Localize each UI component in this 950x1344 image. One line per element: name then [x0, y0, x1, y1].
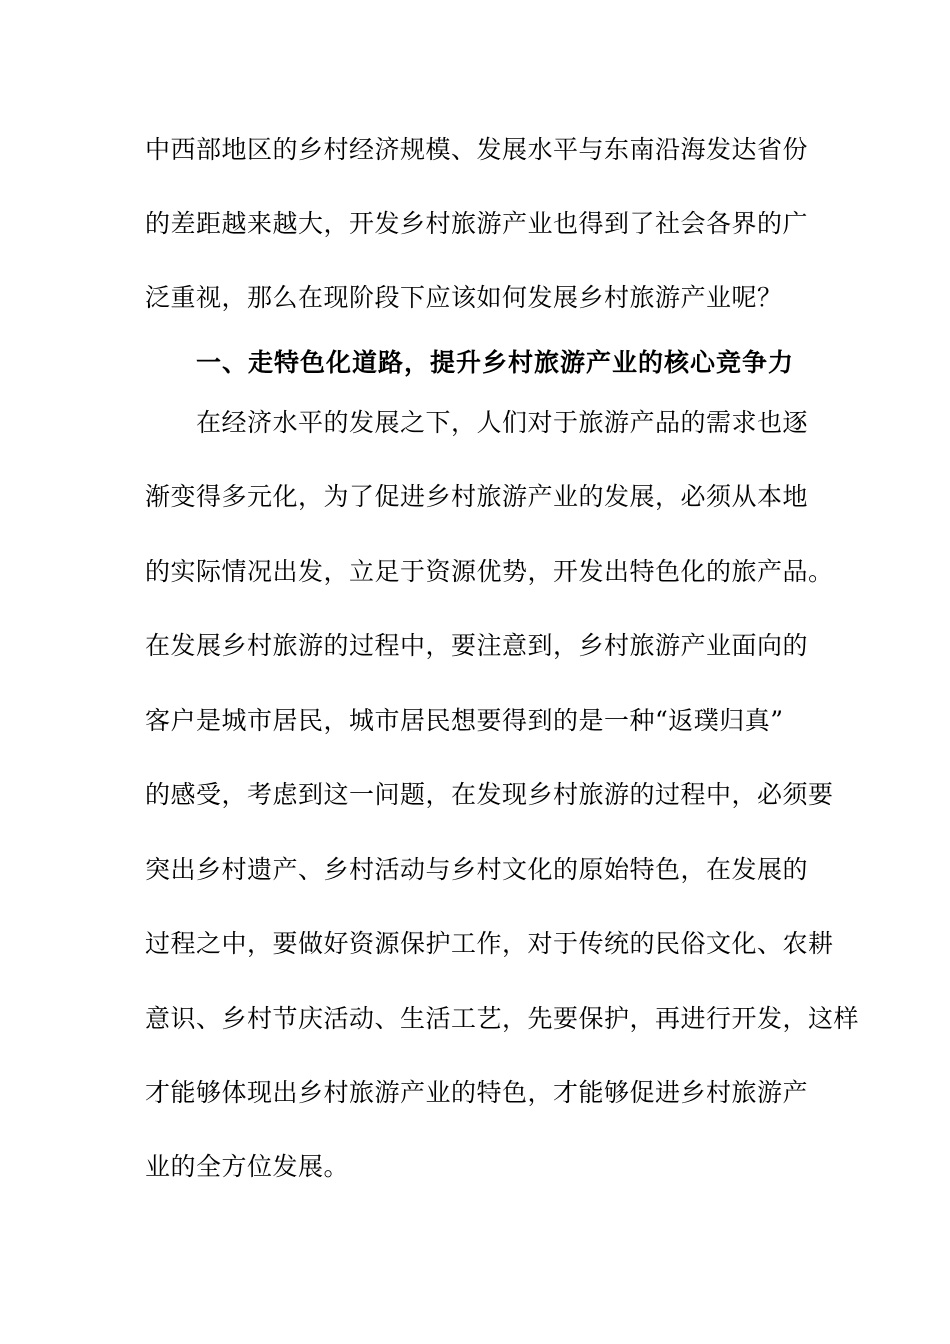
paragraph-line: 突出乡村遗产、乡村活动与乡村文化的原始特色，在发展的	[145, 855, 809, 884]
paragraph-line: 客户是城市居民，城市居民想要得到的是一种“返璞归真”	[145, 706, 784, 735]
paragraph-line: 中西部地区的乡村经济规模、发展水平与东南沿海发达省份	[145, 135, 809, 164]
paragraph-line: 才能够体现出乡村旅游产业的特色，才能够促进乡村旅游产	[145, 1078, 809, 1107]
paragraph-line: 业的全方位发展。	[145, 1152, 350, 1181]
paragraph-line: 泛重视，那么在现阶段下应该如何发展乡村旅游产业呢？	[145, 283, 783, 312]
paragraph-line: 在发展乡村旅游的过程中，要注意到，乡村旅游产业面向的	[145, 631, 809, 660]
paragraph-line: 意识、乡村节庆活动、生活工艺，先要保护，再进行开发，这样	[145, 1004, 860, 1033]
paragraph-line: 的感受，考虑到这一问题，在发现乡村旅游的过程中，必须要	[145, 780, 834, 809]
section-heading: 一、走特色化道路，提升乡村旅游产业的核心竞争力	[196, 348, 795, 377]
paragraph-line: 在经济水平的发展之下，人们对于旅游产品的需求也逐	[196, 408, 809, 437]
paragraph-line: 的实际情况出发，立足于资源优势，开发出特色化的旅产品。	[145, 557, 834, 586]
paragraph-line: 的差距越来越大，开发乡村旅游产业也得到了社会各界的广	[145, 209, 809, 238]
paragraph-line: 过程之中，要做好资源保护工作，对于传统的民俗文化、农耕	[145, 929, 834, 958]
paragraph-line: 渐变得多元化，为了促进乡村旅游产业的发展，必须从本地	[145, 482, 809, 511]
